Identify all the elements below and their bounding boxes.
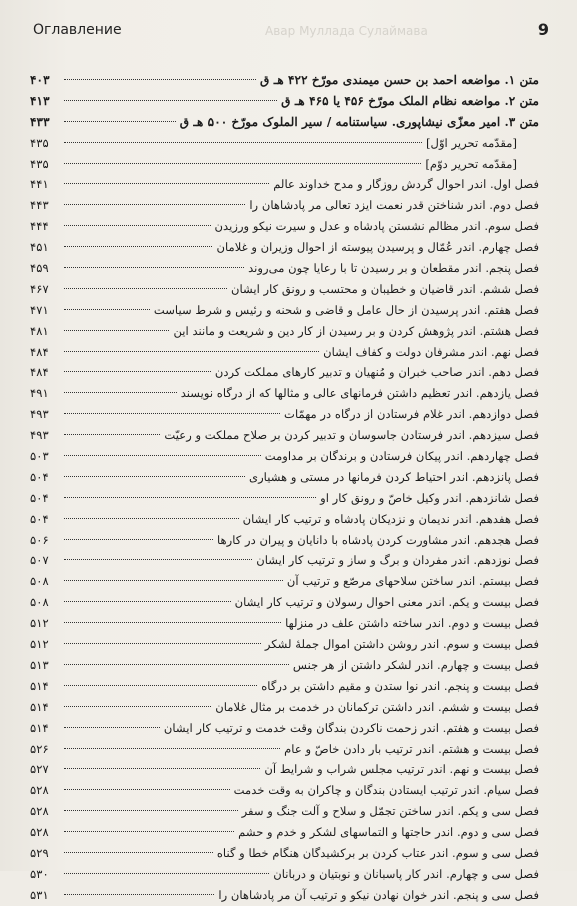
dot-leader [64,288,227,289]
toc-entry-page: ۵۰۴ [30,511,49,526]
dot-leader [64,894,214,895]
toc-entry-page: ۵۱۲ [30,616,49,631]
toc-entry-title: فصل بیست و هشتم. اندر ترتیب بار دادن خاصّ و عام [284,741,539,756]
dot-leader [64,559,252,560]
toc-entry-title: فصل هفدهم. اندر ندیمان و نزدیکان پادشاه و ترتیب کار ایشان [242,511,539,526]
toc-entry [30,342,539,363]
dot-leader [64,142,422,143]
toc-entry [30,446,539,467]
dot-leader [64,873,269,874]
dot-leader [64,163,421,164]
toc-entry-page: ۴۳۵ [30,135,49,150]
dot-leader [64,685,257,686]
toc-entry-page: ۵۱۳ [30,657,49,672]
dot-leader [64,810,238,811]
page-number: 9 [537,20,549,39]
toc-entry-title: فصل بیست و هفتم. اندر زحمت ناکردن بندگان وقت خدمت و ترتیب کار ایشان [163,720,539,735]
toc-entry-title: متن ۱. مواضعه احمد بن حسن میمندی مورّخ ۴۲۲ هـ ق [260,73,539,87]
toc-entry-title: فصل دهم. اندر صاحب خبران و مُنهیان و تدبیر کارهای مملکت کردن [214,365,539,380]
table-of-contents [30,70,539,906]
toc-entry [30,613,539,634]
toc-entry-page: ۴۳۳ [30,114,50,129]
dot-leader [64,497,316,498]
toc-entry [30,697,539,718]
toc-entry-title: فصل سی و چهارم. اندر کار پاسبانان و نوبتیان و دربانان [273,866,539,881]
toc-entry-page: ۴۴۴ [30,219,49,234]
dot-leader [64,664,289,665]
toc-entry-title: [مقدّمه تحریر دوّم] [425,156,517,171]
toc-entry-page: ۴۴۱ [30,177,49,192]
dot-leader [64,622,281,623]
toc-entry-title: فصل ششم. اندر قاضیان و خطیبان و محتسب و رونق کار ایشان [231,281,539,296]
toc-entry [30,843,539,864]
toc-entry [30,571,539,592]
toc-entry [30,91,539,112]
toc-entry [30,112,539,133]
toc-entry-page: ۵۲۸ [30,825,49,840]
toc-entry-title: فصل سی و پنجم. اندر خوان نهادن نیکو و ترتیب آن مر پادشاهان را [218,887,539,902]
toc-entry-page: ۵۰۶ [30,532,49,547]
dot-leader [64,267,244,268]
toc-entry-page: ۴۳۵ [30,156,49,171]
toc-entry-title: فصل پانزدهم. اندر احتیاط کردن فرمانها در مستی و هشیاری [249,469,539,484]
toc-entry-page: ۵۲۸ [30,783,49,798]
dot-leader [64,518,239,519]
toc-entry [30,195,539,216]
toc-entry-page: ۵۳۰ [30,866,49,881]
dot-leader [64,706,211,707]
dot-leader [64,79,256,80]
dot-leader [64,246,212,247]
toc-entry-title: فصل سوم. اندر مظالم نشستن پادشاه و عدل و سیرت نیکو ورزیدن [214,219,539,234]
toc-entry-title: فصل بیست و یکم. اندر معنی احوال رسولان و ترتیب کار ایشان [234,595,539,610]
toc-entry-page: ۴۹۳ [30,407,49,422]
dot-leader [64,455,261,456]
toc-entry [30,822,539,843]
toc-entry-title: فصل بیست و پنجم. اندر نوا ستدن و مقیم داشتن بر درگاه [261,678,539,693]
toc-entry-title: فصل سیام. اندر ترتیب ایستادن بندگان و چاکران به وقت خدمت [233,783,539,798]
toc-entry [30,362,539,383]
toc-entry [30,759,539,780]
toc-entry-page: ۴۰۳ [30,73,50,87]
dot-leader [64,643,261,644]
toc-entry [30,885,539,906]
dot-leader [64,100,277,101]
toc-entry-title: فصل بیست و ششم. اندر داشتن ترکمانان در خدمت بر مثال غلامان [215,699,539,714]
toc-entry-page: ۴۹۱ [30,386,49,401]
toc-entry-page: ۵۰۷ [30,553,49,568]
toc-entry-title: فصل بیست و دوم. اندر ساخته داشتن علف در منزلها [285,616,539,631]
dot-leader [64,748,280,749]
toc-entry [30,592,539,613]
dot-leader [64,351,319,352]
toc-entry [30,174,539,195]
toc-entry [30,509,539,530]
toc-entry-page: ۵۲۷ [30,762,49,777]
toc-entry [30,70,539,91]
toc-entry [30,258,539,279]
toc-entry [30,676,539,697]
toc-entry [30,655,539,676]
show-through-text: Авар Муллада Сулаймава [265,24,428,38]
toc-entry-page: ۵۰۴ [30,490,49,505]
toc-entry-page: ۴۸۴ [30,365,49,380]
section-title: Оглавление [33,22,122,38]
toc-entry [30,634,539,655]
dot-leader [64,601,231,602]
dot-leader [64,309,150,310]
toc-entry-page: ۵۰۴ [30,469,49,484]
toc-entry [30,488,539,509]
toc-entry-page: ۴۵۱ [30,240,49,255]
toc-entry-title: فصل سی و سوم. اندر عتاب کردن بر برکشیدگان هنگام خطا و گناه [216,845,539,860]
toc-entry [30,154,539,175]
dot-leader [64,225,211,226]
dot-leader [64,392,177,393]
toc-entry [30,300,539,321]
toc-entry-page: ۴۸۱ [30,323,49,338]
toc-entry [30,801,539,822]
toc-entry-page: ۵۲۸ [30,804,49,819]
dot-leader [64,580,283,581]
toc-entry [30,739,539,760]
dot-leader [64,204,245,205]
toc-entry-page: ۴۱۳ [30,93,50,108]
toc-entry-title: فصل بیستم. اندر ساختن سلاحهای مرصّع و ترتیب آن [286,574,539,589]
toc-entry [30,718,539,739]
toc-entry [30,864,539,885]
toc-entry-page: ۵۲۶ [30,741,49,756]
toc-entry-title: فصل نهم. اندر مشرفان دولت و کفاف ایشان [323,344,539,359]
toc-entry [30,467,539,488]
toc-entry [30,780,539,801]
toc-entry-page: ۵۱۴ [30,699,49,714]
toc-entry-title: فصل دوازدهم. اندر غلام فرستادن از درگاه در مهمّات [284,407,539,422]
toc-entry-title: متن ۲. مواضعه نظام الملک مورّخ ۴۵۶ یا ۴۶۵ هـ ق [281,93,539,108]
toc-entry-page: ۵۰۸ [30,595,49,610]
toc-entry-title: فصل دوم. اندر شناختن قدر نعمت ایزد تعالی مر پادشاهان را [249,198,539,213]
toc-entry [30,404,539,425]
toc-entry-title: فصل اول. اندر احوال گردش روزگار و مدح خداوند عالم [273,177,539,192]
toc-entry-title: فصل بیست و نهم. اندر ترتیب مجلس شراب و شرایط آن [264,762,539,777]
dot-leader [64,183,269,184]
toc-entry-page: ۴۷۱ [30,302,49,317]
toc-entry [30,216,539,237]
toc-entry-title: [مقدّمه تحریر اوّل] [426,135,517,150]
toc-entry-title: فصل بیست و سوم. اندر روشن داشتن اموال جملهٔ لشکر [264,637,539,652]
dot-leader [64,371,211,372]
toc-entry [30,530,539,551]
toc-entry-title: فصل چهارم. اندر عُمّال و پرسیدن پیوسته از احوال وزیران و غلامان [216,240,539,255]
toc-entry-page: ۵۱۴ [30,678,49,693]
dot-leader [64,413,280,414]
toc-entry-title: فصل نوزدهم. اندر مفردان و برگ و ساز و ترتیب کار ایشان [256,553,539,568]
toc-entry-page: ۴۵۹ [30,261,49,276]
toc-entry-page: ۵۲۹ [30,845,49,860]
toc-entry-page: ۴۸۴ [30,344,49,359]
toc-entry-page: ۵۱۲ [30,637,49,652]
toc-entry-title: فصل سی و دوم. اندر حاجتها و التماسهای لشکر و خدم و حشم [238,825,539,840]
toc-entry-page: ۴۴۳ [30,198,49,213]
toc-entry-title: فصل بیست و چهارم. اندر لشکر داشتن از هر جنس [292,657,539,672]
dot-leader [64,852,213,853]
toc-entry [30,550,539,571]
toc-entry-title: متن ۳. امیر معزّی نیشاپوری. سیاستنامه / سیر الملوک مورّخ ۵۰۰ هـ ق [179,114,539,129]
toc-entry [30,383,539,404]
toc-entry-page: ۵۰۸ [30,574,49,589]
dot-leader [64,330,169,331]
toc-entry-title: فصل پنجم. اندر مقطعان و بر رسیدن تا با رعایا چون می‌روند [248,261,539,276]
toc-entry-title: فصل هفتم. اندر پرسیدن از حال عامل و قاضی و شحنه و رئیس و شرط سیاست [153,302,539,317]
toc-entry [30,133,539,154]
toc-entry-page: ۴۶۷ [30,281,49,296]
dot-leader [64,539,213,540]
toc-entry-title: فصل یازدهم. اندر تعظیم داشتن فرمانهای عالی و مثالها که از درگاه نویسند [180,386,539,401]
dot-leader [64,434,160,435]
toc-entry-title: فصل سیزدهم. اندر فرستادن جاسوسان و تدبیر کردن بر صلاح مملکت و رعیّت [164,428,539,443]
dot-leader [64,768,260,769]
running-head [33,22,555,44]
toc-entry-page: ۵۳۱ [30,887,49,902]
toc-entry [30,321,539,342]
toc-entry [30,279,539,300]
toc-entry-title: فصل سی و یکم. اندر ساختن تجمّل و سلاح و آلت جنگ و سفر [241,804,539,819]
toc-entry [30,425,539,446]
toc-entry-title: فصل هشتم. اندر پژوهش کردن و بر رسیدن از کار دین و شریعت و مانند این [173,323,539,338]
toc-entry-page: ۵۰۳ [30,449,49,464]
dot-leader [64,727,160,728]
dot-leader [64,789,230,790]
toc-entry-title: فصل شانزدهم. اندر وکیل خاصّ و رونق کار او [320,490,539,505]
toc-entry [30,237,539,258]
toc-entry-page: ۵۱۴ [30,720,49,735]
toc-entry-title: فصل هجدهم. اندر مشاورت کردن پادشاه با دانایان و پیران در کارها [217,532,539,547]
toc-entry-page: ۴۹۳ [30,428,49,443]
toc-entry-title: فصل چهاردهم. اندر پیکان فرستادن و برندگان بر مداومت [264,449,539,464]
dot-leader [64,476,245,477]
dot-leader [64,831,234,832]
dot-leader [64,121,176,122]
